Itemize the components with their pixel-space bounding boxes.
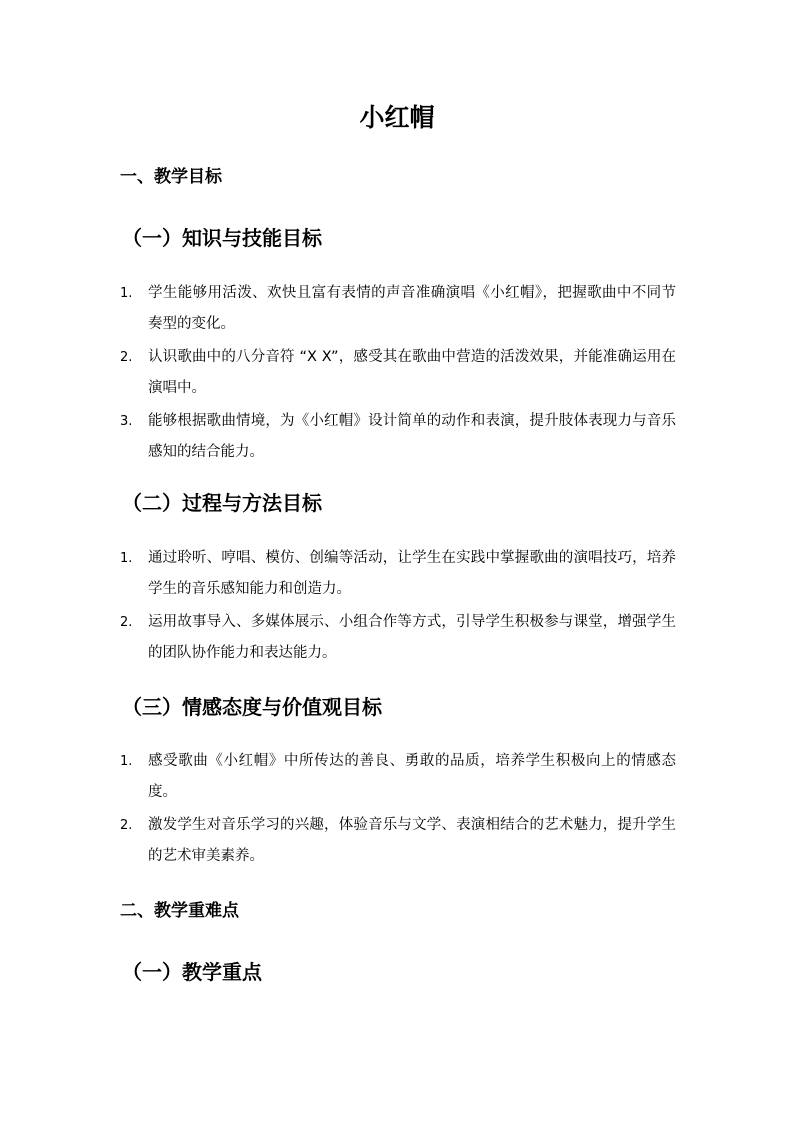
list-item [120,342,676,404]
list-item [120,406,676,468]
subsection-heading-emotion-values: （三）情感态度与价值观目标 [122,695,382,719]
list-item [120,543,676,605]
list-item-text: 运用故事导入、多媒体展示、小组合作等方式，引导学生积极参与课堂，增强学生的团队协作能力和表达能力。 [148,614,676,661]
list-item-number: 2. [120,818,133,833]
document-title: 小红帽 [359,103,435,132]
list-item-number: 2. [120,615,133,630]
list-item-number: 1. [120,754,133,769]
process-methods-list [120,543,676,671]
section-heading-teaching-goals: 一、教学目标 [120,167,222,187]
list-item-number: 2. [120,350,133,365]
subsection-heading-process-methods: （二）过程与方法目标 [122,491,322,515]
emotion-values-list [120,746,676,874]
list-item-number: 3. [120,414,133,429]
section-heading-key-difficult-points: 二、教学重难点 [120,901,239,921]
list-item [120,746,676,808]
list-item-number: 1. [120,286,133,301]
list-item-text: 认识歌曲中的八分音符 “X X”，感受其在歌曲中营造的活泼效果，并能准确运用在演唱中。 [148,349,676,396]
list-item-text: 能够根据歌曲情境，为《小红帽》设计简单的动作和表演，提升肢体表现力与音乐感知的结合能力。 [148,413,676,460]
list-item-text: 感受歌曲《小红帽》中所传达的善良、勇敢的品质，培养学生积极向上的情感态度。 [148,753,676,800]
knowledge-skills-list [120,278,676,470]
list-item [120,278,676,340]
subsection-heading-knowledge-skills: （一）知识与技能目标 [122,226,322,250]
list-item-text: 通过聆听、哼唱、模仿、创编等活动，让学生在实践中掌握歌曲的演唱技巧，培养学生的音乐感知能力和创造力。 [148,550,676,597]
list-item-text: 学生能够用活泼、欢快且富有表情的声音准确演唱《小红帽》，把握歌曲中不同节奏型的变化。 [148,285,676,332]
subsection-heading-teaching-focus: （一）教学重点 [122,960,262,984]
list-item-number: 1. [120,551,133,566]
list-item [120,810,676,872]
list-item-text: 激发学生对音乐学习的兴趣，体验音乐与文学、表演相结合的艺术魅力，提升学生的艺术审美素养。 [148,817,676,864]
list-item [120,607,676,669]
